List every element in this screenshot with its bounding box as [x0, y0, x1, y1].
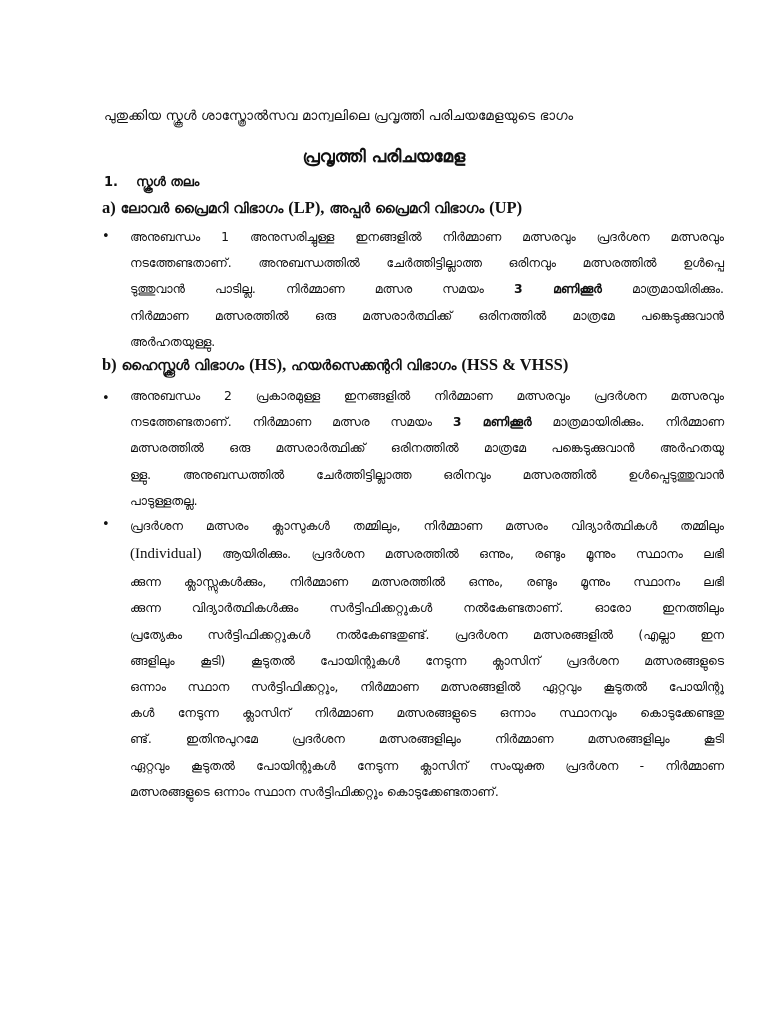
paragraph-3-line-9: ണ്ട്. ഇതിനുപുറമേ പ്രദർശന മത്സരങ്ങളിലും നിർമ്മാണ മത്സരങ്ങളിലും കൂടി	[130, 731, 724, 747]
page-title: പ്രവൃത്തി പരിചയമേള	[302, 147, 466, 167]
paragraph-2	[130, 383, 724, 514]
paragraph-2-bold-time: 3 മണിക്കൂർ	[452, 414, 532, 430]
paragraph-2-line-2-post: മാത്രമായിരിക്കും. നിർമ്മാണ	[552, 414, 724, 430]
paragraph-2-line-5: പാടുള്ളതല്ല.	[130, 492, 198, 508]
bullet-2: •	[102, 391, 110, 406]
paragraph-3-line-6: ങ്ങളിലും കൂടി) കൂടുതൽ പോയിന്റുകൾ നേടുന്ന ക്ലാസിന് പ്രദർശന മത്സരങ്ങളുടെ	[130, 652, 724, 668]
paragraph-3-line-2-post: ആയിരിക്കും. പ്രദർശന മത്സരത്തിൽ ഒന്നും, രണ്ടും മൂന്നും സ്ഥാനം ലഭി	[222, 546, 724, 562]
paragraph-1-line-4: നിർമ്മാണ മത്സരത്തിൽ ഒരു മത്സരാർത്ഥിക്ക് ഒരിനത്തിൽ മാത്രമേ പങ്കെടുക്കുവാൻ	[130, 307, 724, 323]
paragraph-3-line-2	[130, 539, 724, 569]
subsection-b-heading	[102, 355, 568, 375]
paragraph-3-individual: (Individual)	[130, 546, 202, 563]
subsection-a-text-2: അപ്പർ പ്രൈമറി വിഭാഗം	[329, 201, 485, 217]
paragraph-1-line-1: അനുബന്ധം 1 അനുസരിച്ചുള്ള ഇനങ്ങളിൽ നിർമ്മാണ മത്സരവും പ്രദർശന മത്സരവും	[130, 229, 724, 244]
paragraph-3-line-11: മത്സരങ്ങളുടെ ഒന്നാം സ്ഥാന സർട്ടിഫിക്കറ്റും കൊടുക്കേണ്ടതാണ്.	[130, 783, 499, 799]
paragraph-3-line-3: ക്കുന്ന ക്ലാസ്സുകൾക്കും, നിർമ്മാണ മത്സരത്തിൽ ഒന്നും, രണ്ടും മൂന്നും സ്ഥാനം ലഭി	[130, 574, 724, 590]
bullet-1: •	[102, 229, 110, 244]
paragraph-1-line-2: നടത്തേണ്ടതാണ്. അനുബന്ധത്തിൽ ചേർത്തിട്ടില്ലാത്ത ഒരിനവും മത്സരത്തിൽ ഉൾപ്പെ	[130, 255, 724, 271]
subsection-b-marker: b)	[102, 355, 117, 374]
subsection-a-heading	[102, 198, 522, 218]
paragraph-1-line-5: അർഹതയുള്ളു.	[130, 333, 216, 349]
paragraph-2-line-2-pre: നടത്തേണ്ടതാണ്. നിർമ്മാണ മത്സര സമയം	[130, 414, 432, 430]
subsection-b-text-2: ഹയർസെക്കന്ററി വിഭാഗം	[291, 358, 457, 374]
paragraph-1	[130, 224, 724, 355]
subsection-b-text-1: ഹൈസ്ക്കൂൾ വിഭാഗം	[121, 358, 245, 374]
subsection-a-latin-2: (UP)	[489, 198, 523, 217]
paragraph-1-bold-time: 3 മണിക്കൂർ	[513, 281, 602, 297]
subsection-a-text-1: ലോവർ പ്രൈമറി വിഭാഗം	[120, 201, 284, 217]
document-header: പുതുക്കിയ സ്കൂൾ ശാസ്ത്രോൽസവ മാന്വലിലെ പ്രവൃത്തി പരിചയമേളയുടെ ഭാഗം	[104, 108, 574, 124]
paragraph-2-line-4: ള്ളു. അനുബന്ധത്തിൽ ചേർത്തിട്ടില്ലാത്ത ഒരിനവും മത്സരത്തിൽ ഉൾപ്പെടുത്തുവാൻ	[130, 466, 724, 482]
paragraph-3-line-1: പ്രദർശന മത്സരം ക്ലാസുകൾ തമ്മിലും, നിർമ്മാണ മത്സരം വിദ്യാർത്ഥികൾ തമ്മിലും	[130, 518, 724, 533]
paragraph-1-after-time: മാത്രമായിരിക്കും.	[632, 281, 724, 297]
paragraph-3	[130, 513, 724, 805]
subsection-b-latin-2: (HSS & VHSS)	[461, 355, 569, 374]
paragraph-3-line-10: ഏറ്റവും കൂടുതൽ പോയിന്റുകൾ നേടുന്ന ക്ലാസിന് സംയുക്ത പ്രദർശന - നിർമ്മാണ	[130, 757, 724, 773]
paragraph-3-line-4: ക്കുന്ന വിദ്യാർത്ഥികൾക്കും സർട്ടിഫിക്കറ്റുകൾ നൽകേണ്ടതാണ്. ഓരോ ഇനത്തിലും	[130, 600, 724, 616]
subsection-a-marker: a)	[102, 198, 116, 217]
section-label: സ്കൂൾ തലം	[136, 175, 200, 190]
section-number: 1.	[104, 175, 118, 190]
subsection-b-latin-1: (HS),	[249, 355, 287, 374]
subsection-a-latin-1: (LP),	[288, 198, 325, 217]
paragraph-1-line-3	[130, 276, 724, 302]
paragraph-1-line-3-text: ടുത്തുവാൻ പാടില്ല. നിർമ്മാണ മത്സര സമയം	[130, 281, 484, 297]
paragraph-2-line-3: മത്സരത്തിൽ ഒരു മത്സരാർത്ഥിക്ക് ഒരിനത്തിൽ മാത്രമേ പങ്കെടുക്കുവാൻ അർഹതയു	[130, 440, 724, 456]
paragraph-3-line-5: പ്രത്യേകം സർട്ടിഫിക്കറ്റുകൾ നൽകേണ്ടതുണ്ട്. പ്രദർശന മത്സരങ്ങളിൽ (എല്ലാ ഇന	[130, 626, 724, 642]
section-heading	[104, 175, 199, 190]
paragraph-3-line-7: ഒന്നാം സ്ഥാന സർട്ടിഫിക്കറ്റും, നിർമ്മാണ മത്സരങ്ങളിൽ ഏറ്റവും കൂടുതൽ പോയിന്റു	[130, 678, 724, 694]
paragraph-2-line-1: അനുബന്ധം 2 പ്രകാരമുള്ള ഇനങ്ങളിൽ നിർമ്മാണ മത്സരവും പ്രദർശന മത്സരവും	[130, 388, 724, 403]
paragraph-3-line-8: കൾ നേടുന്ന ക്ലാസിന് നിർമ്മാണ മത്സരങ്ങളുടെ ഒന്നാം സ്ഥാനവും കൊടുക്കേണ്ടതു	[130, 705, 724, 721]
bullet-3: •	[102, 517, 110, 532]
paragraph-2-line-2	[130, 409, 724, 435]
